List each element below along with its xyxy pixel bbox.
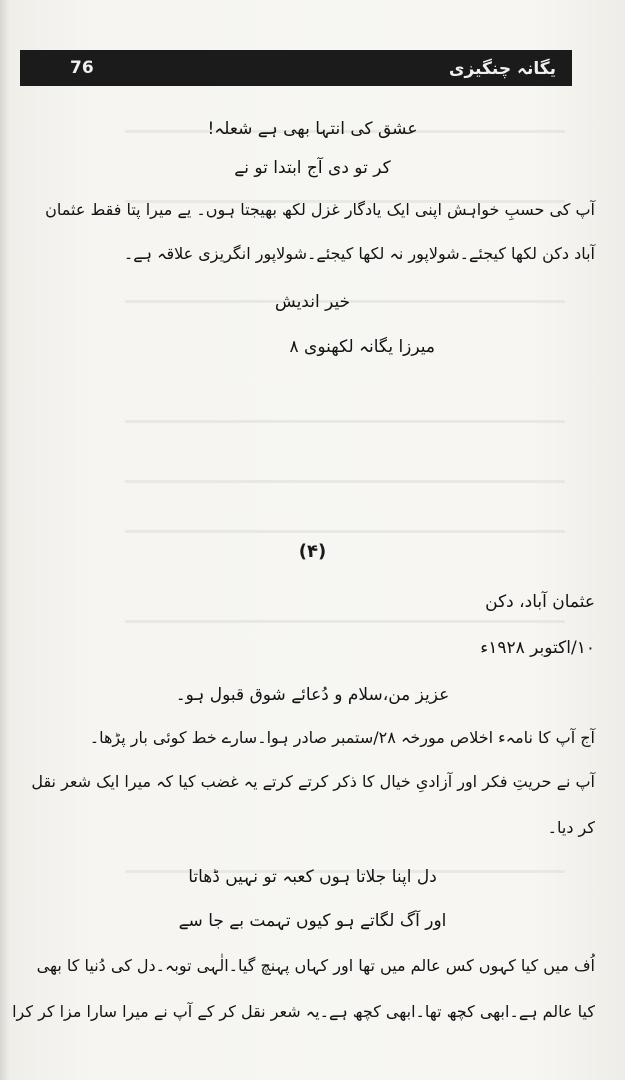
salutation-line: عزیز من،سلام و دُعائے شوق قبول ہو۔: [175, 685, 450, 705]
running-title: یگانہ چنگیزی: [448, 58, 556, 79]
bleed-through-line: [125, 480, 565, 483]
signature: میرزا یگانہ لکھنوی ۸: [289, 337, 435, 357]
verse-line: کر تو دی آج ابتدا تو نے: [234, 158, 391, 178]
paragraph-line: کیا عالم ہے۔ابھی کچھ تھا۔ابھی کچھ ہے۔یہ شعر نقل کر کے آپ نے میرا سارا مزا کر کرا: [12, 1002, 595, 1021]
page-number: 76: [70, 58, 94, 78]
bleed-through-line: [125, 620, 565, 623]
paragraph-line: اُف میں کیا کہوں کس عالم میں تھا اور کہاں پہنچ گیا۔الٰہی توبہ۔دل کی دُنیا کا بھی: [36, 956, 595, 975]
verse-line: عشق کی انتہا بھی ہے شعلہ!: [207, 119, 418, 139]
bleed-through-line: [125, 530, 565, 533]
date-line: ۱۰/اکتوبر ۱۹۲۸ء: [480, 638, 595, 658]
verse-line: دل اپنا جلاتا ہوں کعبہ تو نہیں ڈھاتا: [188, 867, 437, 887]
paragraph-line: آپ کی حسبِ خواہش اپنی ایک یادگار غزل لکھ بھیجتا ہوں۔ یے میرا پتا فقط عثمان: [45, 200, 595, 219]
paragraph-line: آج آپ کا نامہء اخلاص مورخہ ۲۸/ستمبر صادر ہوا۔سارے خط کوئی بار پڑھا۔: [89, 728, 595, 747]
place-line: عثمان آباد، دکن: [485, 592, 595, 612]
letter-number: (۴): [298, 541, 327, 562]
paragraph-line: آپ نے حریتِ فکر اور آزادیِ خیال کا ذکر کرتے کرتے یہ غضب کیا کہ میرا ایک شعر نقل: [31, 772, 595, 791]
running-header: [20, 50, 572, 86]
paragraph-line: کر دیا۔: [547, 818, 595, 837]
closing-line: خیر اندیش: [274, 292, 351, 312]
paragraph-line: آباد دکن لکھا کیجئے۔شولاپور نہ لکھا کیجئے۔شولاپور انگریزی علاقہ ہے۔: [123, 244, 595, 263]
verse-line: اور آگ لگاتے ہو کیوں تہمت بے جا سے: [178, 911, 447, 931]
bleed-through-line: [125, 420, 565, 423]
